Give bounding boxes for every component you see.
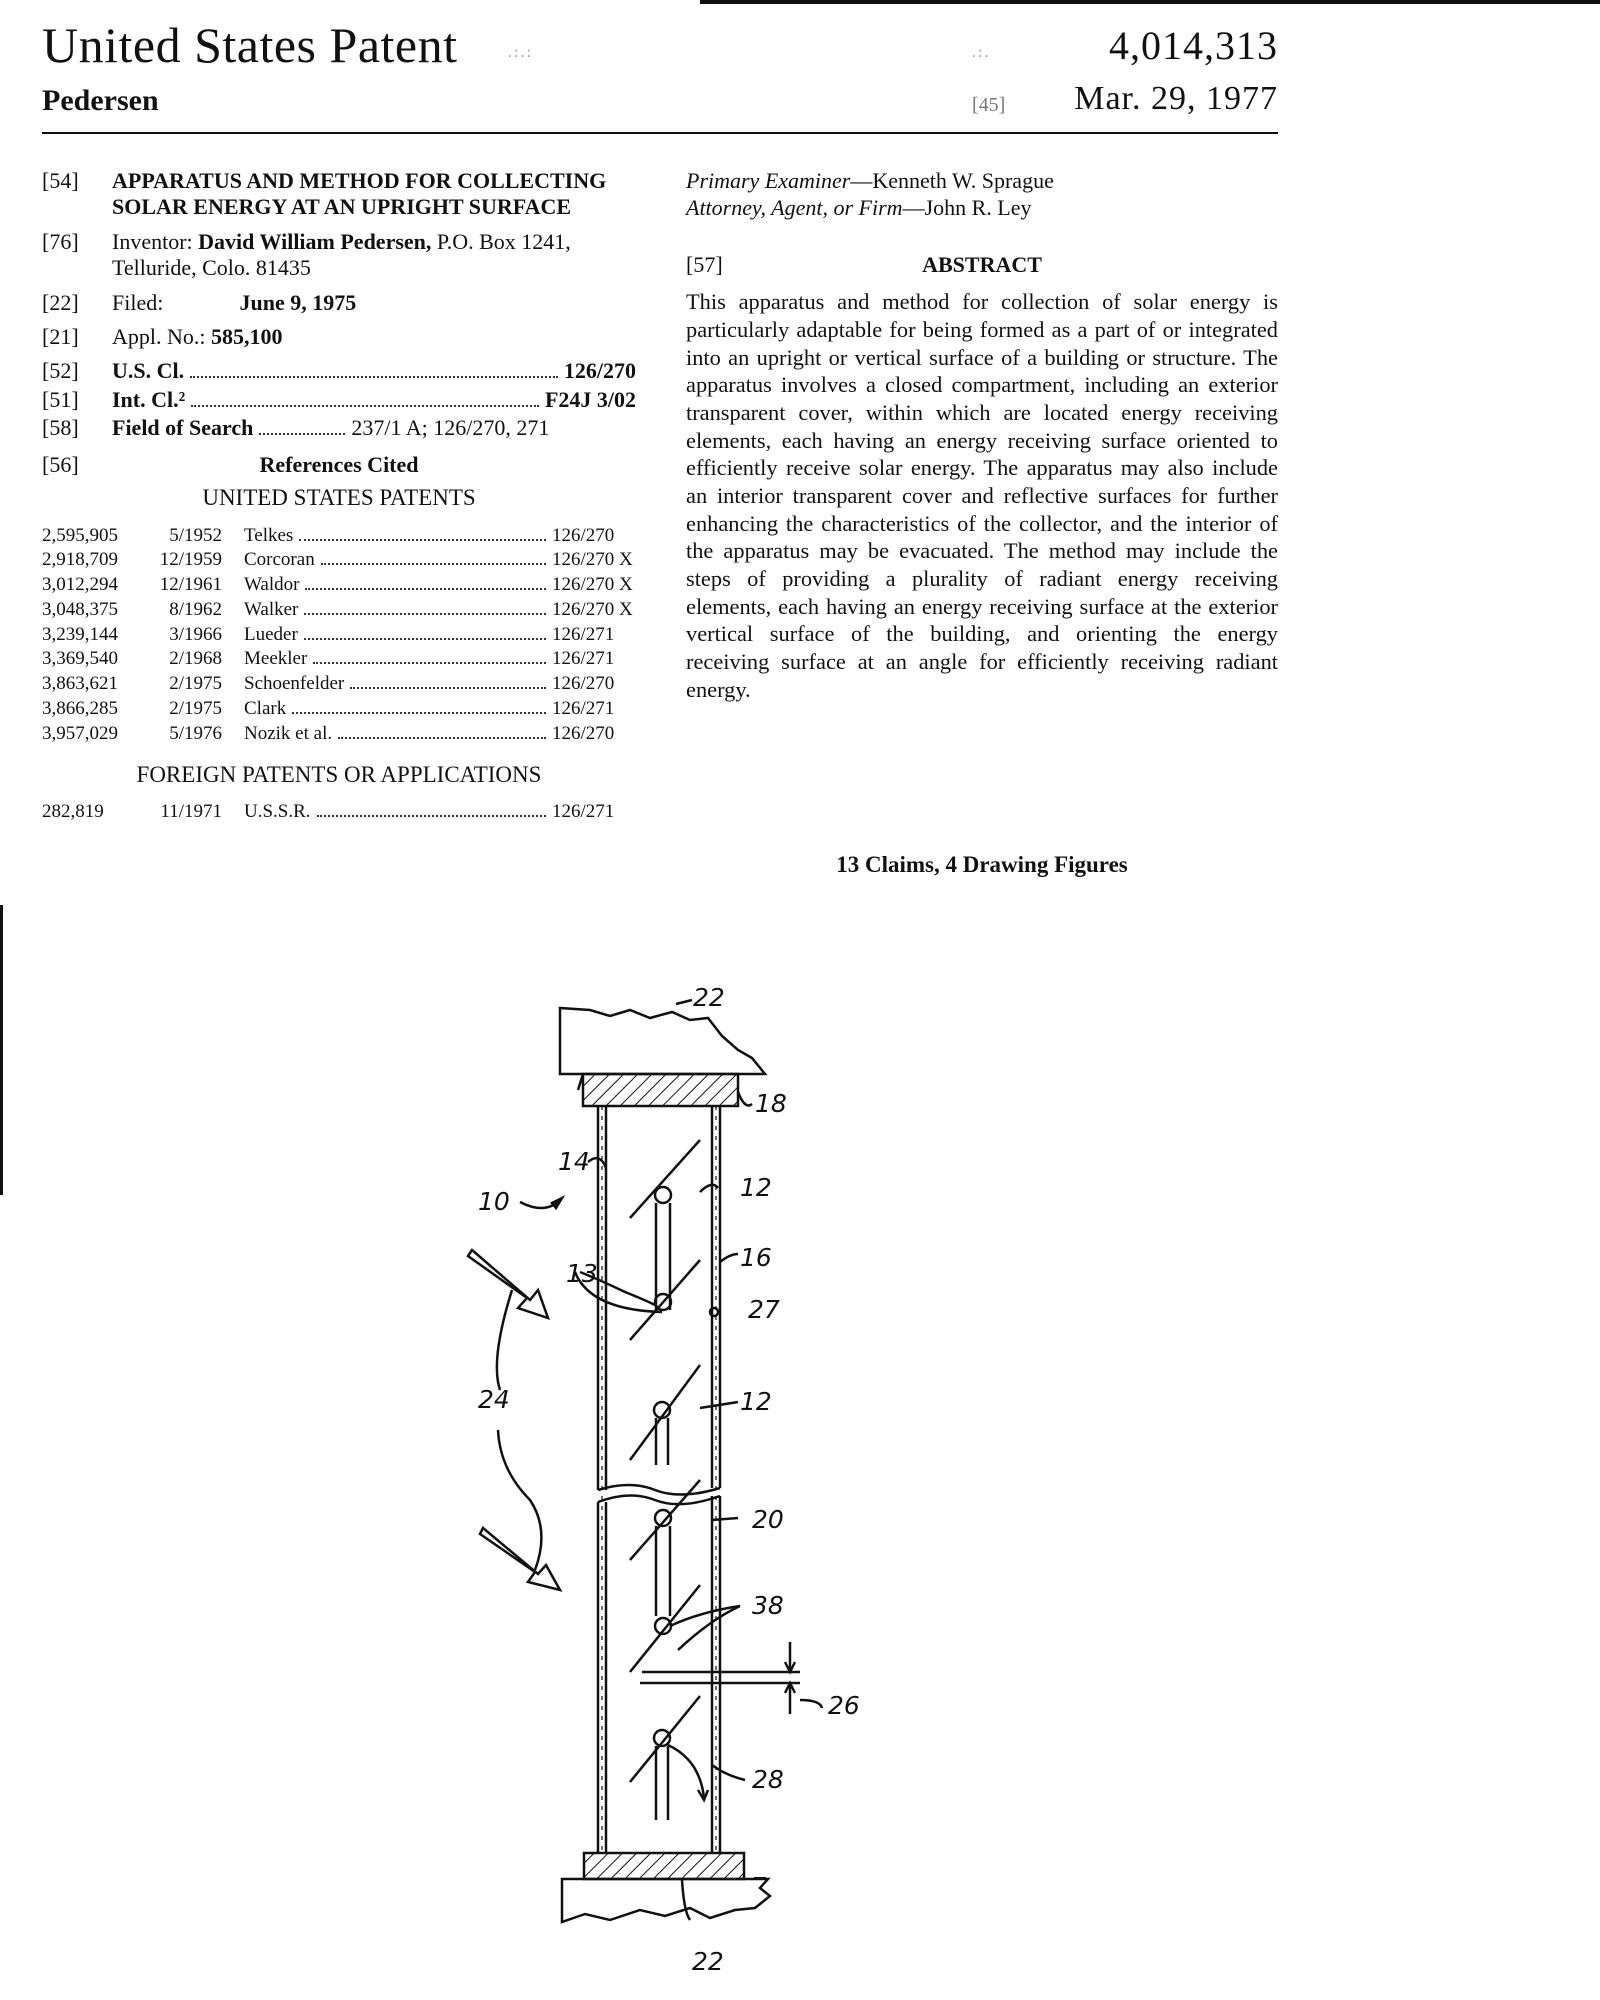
field-code: [21]: [42, 323, 79, 349]
field-code: [22]: [42, 289, 79, 315]
reference-name: Lueder: [244, 623, 298, 645]
label-16: 16: [740, 1243, 772, 1272]
reference-class: 126/270 X: [552, 598, 633, 620]
bottom-wall: [562, 1879, 770, 1922]
reference-number: 3,048,375: [42, 598, 118, 620]
reference-date: 5/1952: [169, 524, 222, 546]
label-22-bottom: 22: [692, 1947, 724, 1976]
patent-number: 4,014,313: [1109, 23, 1278, 68]
reference-class: 126/271: [552, 698, 615, 720]
field-code: [51]: [42, 386, 79, 412]
reference-name: U.S.S.R.: [244, 801, 311, 823]
label-27: 27: [748, 1295, 780, 1324]
reference-name: Clark: [244, 698, 287, 720]
reference-date: 12/1959: [159, 549, 222, 571]
reference-number: 3,239,144: [42, 623, 118, 645]
references-heading: References Cited: [259, 451, 419, 477]
reference-name: Corcoran: [244, 549, 315, 571]
us-class-label: U.S. Cl.: [112, 358, 185, 384]
search-label: Field of Search: [112, 415, 254, 441]
search-value: 237/1 A; 126/270, 271: [351, 415, 550, 441]
reference-class: 126/271: [552, 623, 615, 645]
reference-class: 126/270 X: [552, 549, 633, 571]
inventor-address: P.O. Box 1241, Telluride, Colo. 81435: [112, 228, 571, 281]
reference-date: 2/1968: [169, 648, 222, 670]
int-class-label: Int. Cl.²: [112, 386, 186, 412]
receiving-plate: [630, 1365, 700, 1460]
label-26: 26: [828, 1691, 860, 1720]
reference-date: 2/1975: [169, 673, 222, 695]
receiving-plate: [630, 1260, 700, 1340]
reference-name: Waldor: [244, 574, 300, 596]
inventor-name: David William Pedersen,: [198, 228, 432, 254]
field-code: [54]: [42, 168, 79, 193]
field-code: [57]: [686, 251, 723, 277]
attorney-label: Attorney, Agent, or Firm: [686, 194, 903, 220]
reference-number: 3,369,540: [42, 648, 118, 670]
label-14: 14: [558, 1147, 590, 1176]
filed-label: Filed:: [112, 289, 164, 315]
filed-date: June 9, 1975: [239, 289, 357, 315]
label-28: 28: [752, 1765, 784, 1794]
reference-class: 126/270: [552, 722, 615, 744]
primary-examiner-label: Primary Examiner: [686, 168, 851, 193]
receiving-plate: [630, 1140, 700, 1218]
reference-date: 2/1975: [169, 698, 222, 720]
faint-code-mark: .:.:: [508, 44, 533, 61]
reference-number: 3,866,285: [42, 698, 118, 720]
reference-number: 2,918,709: [42, 549, 118, 571]
field-code: [76]: [42, 228, 79, 254]
appl-number: 585,100: [211, 323, 283, 349]
attorney-name: —John R. Ley: [902, 194, 1032, 220]
top-frame: [583, 1074, 738, 1106]
foreign-patents-heading: FOREIGN PATENTS OR APPLICATIONS: [136, 761, 542, 787]
reference-number: 3,863,621: [42, 673, 118, 695]
reference-class: 126/271: [552, 801, 615, 823]
reference-name: Meekler: [244, 648, 308, 670]
label-22-top: 22: [693, 983, 725, 1012]
receiving-pipe: [655, 1187, 671, 1203]
reference-date: 12/1961: [159, 574, 222, 596]
reference-name: Walker: [244, 598, 299, 620]
inventor-surname: Pedersen: [42, 84, 159, 117]
patent-header-title: United States Patent: [42, 17, 458, 73]
patent-title: APPARATUS AND METHOD FOR COLLECTING SOLAR ENERGY AT AN UPRIGHT SURFACE: [112, 168, 607, 220]
reference-date: 11/1971: [160, 801, 222, 823]
abstract-heading: ABSTRACT: [922, 251, 1042, 277]
reference-class: 126/271: [552, 648, 615, 670]
us-class-value: 126/270: [563, 358, 636, 384]
bottom-frame: [584, 1853, 744, 1879]
reference-name: Nozik et al.: [244, 722, 333, 744]
receiving-plate: [630, 1585, 700, 1672]
appl-label: Appl. No.:: [112, 323, 206, 349]
label-18: 18: [755, 1089, 787, 1118]
date-code: [45]: [972, 94, 1006, 116]
us-patents-heading: UNITED STATES PATENTS: [202, 484, 476, 510]
label-10: 10: [478, 1187, 510, 1216]
reference-class: 126/270: [552, 673, 615, 695]
reference-date: 8/1962: [169, 598, 222, 620]
receiving-plate: [630, 1696, 700, 1782]
label-12-upper: 12: [740, 1173, 772, 1202]
abstract-text: This apparatus and method for collection of solar energy is particularly adaptable for being formed as a part of or integrated into an upright or vertical surface of a building or structure. The apparatus involves a closed compartment, including an exterior transparent cover, within which are located energy receiving elements, each having an energy receiving surface oriented to efficiently receive solar energy. The apparatus may also include an interior transparent cover and reflective surfaces for further enhancing the characteristics of the collector, and the interior of the apparatus may be evacuated. The method may include the steps of providing a plurality of radiant energy receiving elements, each having an energy receiving surface at the exterior vertical surface of the building, and orienting the energy receiving surface at an angle for efficiently receiving radiant energy.: [686, 289, 1278, 702]
int-class-value: F24J 3/02: [544, 386, 636, 412]
claims-line: 13 Claims, 4 Drawing Figures: [836, 852, 1128, 877]
reference-number: 282,819: [42, 801, 104, 823]
field-code: [58]: [42, 415, 79, 441]
reference-date: 3/1966: [169, 623, 222, 645]
reference-class: 126/270 X: [552, 574, 633, 596]
reference-number: 3,957,029: [42, 722, 118, 744]
reference-name: Telkes: [244, 524, 294, 546]
reference-date: 5/1976: [169, 722, 222, 744]
label-24: 24: [478, 1385, 510, 1414]
primary-examiner-name: —Kenneth W. Sprague: [850, 168, 1054, 193]
sun-ray-arrow: [480, 1528, 560, 1590]
reference-number: 3,012,294: [42, 574, 118, 596]
label-20: 20: [752, 1505, 784, 1534]
reference-name: Schoenfelder: [244, 673, 345, 695]
top-wall: [560, 1008, 765, 1074]
faint-code-mark: .:.: [972, 44, 991, 61]
reference-number: 2,595,905: [42, 524, 118, 546]
reference-class: 126/270: [552, 524, 615, 546]
inventor-label: Inventor:: [112, 228, 193, 254]
label-38: 38: [752, 1591, 784, 1620]
field-code: [52]: [42, 358, 79, 384]
patent-date: Mar. 29, 1977: [1074, 80, 1278, 117]
label-13: 13: [566, 1259, 598, 1288]
field-code: [56]: [42, 451, 79, 477]
label-12-middle: 12: [740, 1387, 772, 1416]
